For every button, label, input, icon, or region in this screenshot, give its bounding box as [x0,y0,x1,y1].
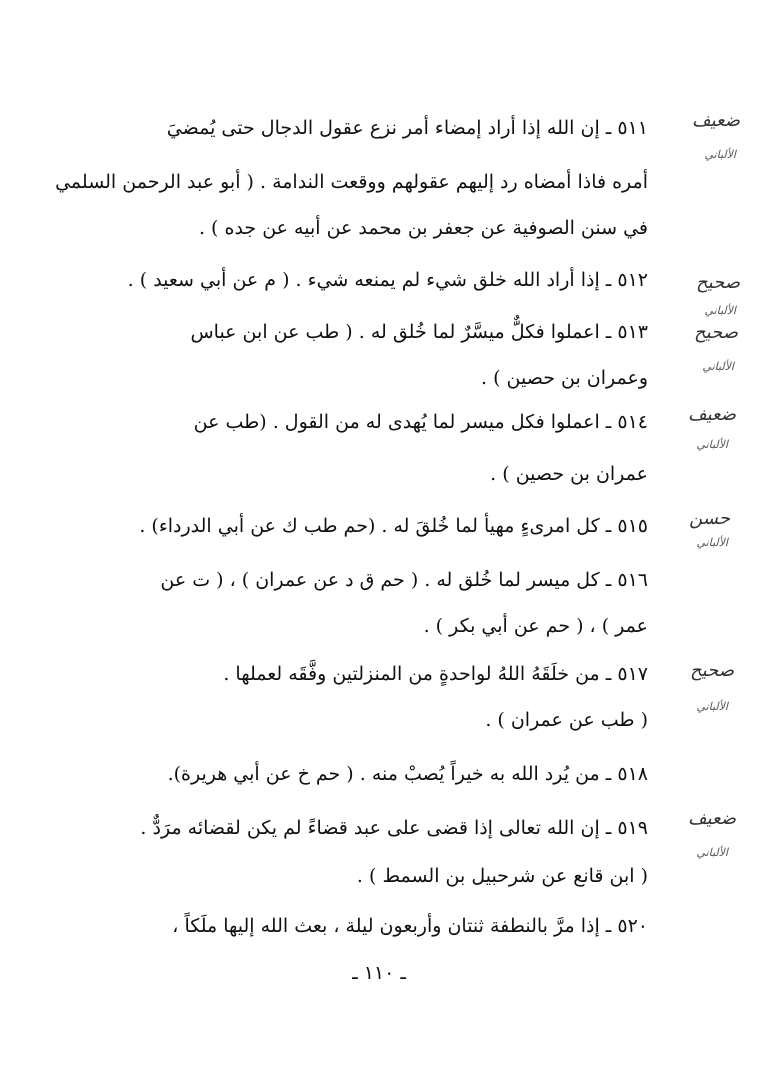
margin-author-note: الألباني [704,304,736,317]
text-line: ٥١١ ـ إن الله إذا أراد إمضاء أمر نزع عقول الدجال حتى يُمضيَ [166,117,648,139]
text-line: عمر ) ، ( حم عن أبي بكر ) . [423,615,648,637]
margin-grade-note: صحيح [694,322,738,343]
text-line: ٥١٨ ـ من يُرد الله به خيراً يُصبْ منه . ( حم خ عن أبي هريرة). [167,763,648,785]
text-line: ٥١٣ ـ اعملوا فكلٌّ ميسَّرٌ لما خُلق له . ( طب عن ابن عباس [190,321,648,343]
margin-grade-note: ضعيف [691,110,740,131]
text-line: ٥١٦ ـ كل ميسر لما خُلق له . ( حم ق د عن عمران ) ، ( ت عن [160,569,648,591]
text-line: ( طب عن عمران ) . [485,709,648,731]
text-line: ٥١٧ ـ من خلَقَهُ اللهُ لواحدةٍ من المنزلتين وفَّقَه لعملها . [223,663,648,685]
text-line: وعمران بن حصين ) . [481,367,648,389]
text-line: عمران بن حصين ) . [490,463,648,485]
margin-author-note: الألباني [702,360,734,373]
margin-grade-note: صحيح [696,272,740,293]
margin-grade-note: ضعيف [687,808,736,829]
text-line: في سنن الصوفية عن جعفر بن محمد عن أبيه عن جده ) . [198,217,648,239]
page-number: ـ ١١٠ ـ [352,962,406,984]
margin-author-note: الألباني [696,438,728,451]
margin-grade-note: ضعيف [687,404,736,425]
margin-author-note: الألباني [696,536,728,549]
margin-grade-note: صحيح [690,660,734,681]
text-line: ( ابن قانع عن شرحبيل بن السمط ) . [356,865,648,887]
text-line: ٥١٥ ـ كل امرىءٍ مهيأ لما خُلقَ له . (حم طب ك عن أبي الدرداء) . [139,515,648,537]
text-line: أمره فاذا أمضاه رد إليهم عقولهم ووقعت الندامة . ( أبو عبد الرحمن السلمي [55,171,648,193]
text-line: ٥١٢ ـ إذا أراد الله خلق شيء لم يمنعه شيء . ( م عن أبي سعيد ) . [127,269,648,291]
text-line: ٥١٩ ـ إن الله تعالى إذا قضى على عبد قضاءً لم يكن لقضائه مرَدٌّ . [140,817,648,839]
text-line: ٥١٤ ـ اعملوا فكل ميسر لما يُهدى له من القول . (طب عن [193,411,648,433]
margin-author-note: الألباني [704,148,736,161]
margin-grade-note: حسن [689,508,730,529]
text-line: ٥٢٠ ـ إذا مرَّ بالنطفة ثنتان وأربعون ليلة ، بعث الله إليها ملَكاً ، [172,915,648,937]
margin-author-note: الألباني [696,846,728,859]
margin-author-note: الألباني [696,700,728,713]
